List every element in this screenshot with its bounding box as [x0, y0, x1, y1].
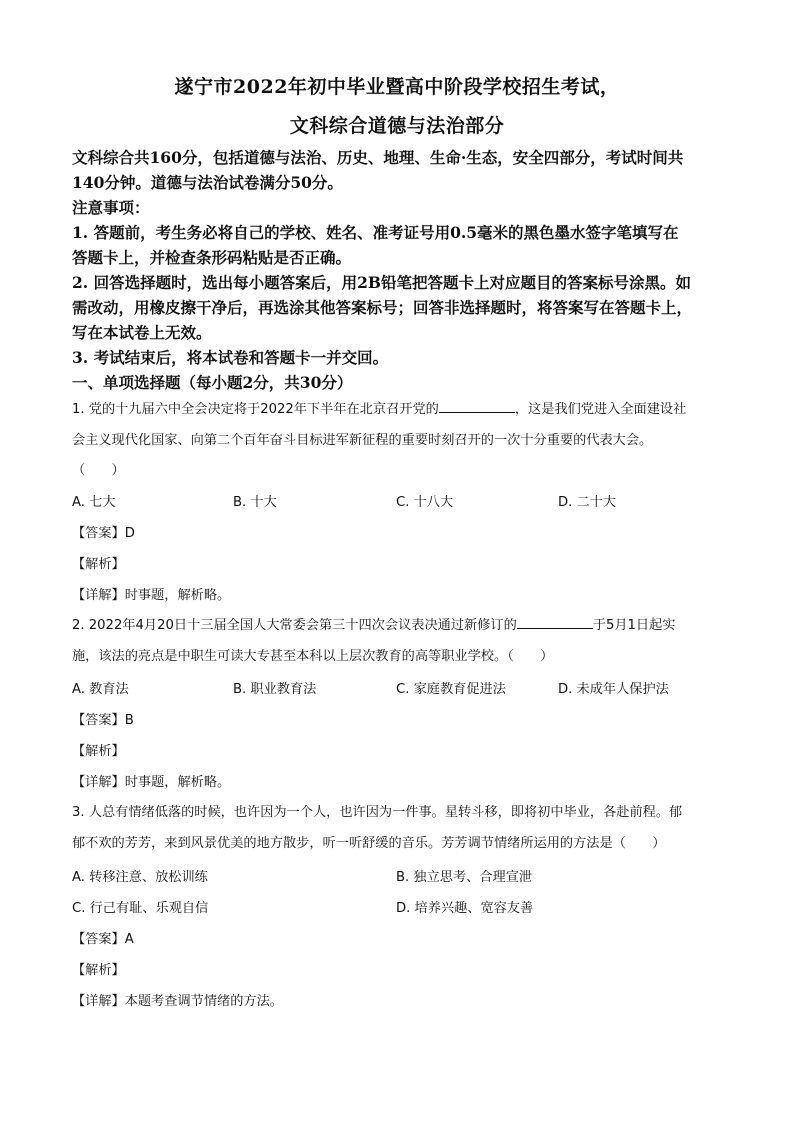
question-3-line: 郁不欢的芳芳，来到风景优美的地方散步，听一听舒缓的音乐。芳芳调节情绪所运用的方法是（ ） [72, 836, 666, 851]
question-text: ，这是我们党进入全面建设社 [514, 402, 687, 417]
exam-title: 遂宁市2022年初中毕业暨高中阶段学校招生考试， [174, 76, 620, 98]
notice-rule: 需改动，用橡皮擦干净后，再选涂其他答案标号；回答非选择题时，将答案写在答题卡上， [72, 298, 693, 317]
option-b: B. 职业教育法 [233, 682, 317, 697]
fill-blank [439, 398, 515, 413]
notice-rule: 2. 回答选择题时，选出每小题答案后，用2B铅笔把答题卡上对应题目的答案标号涂黑。如 [72, 273, 691, 292]
question-2-line: 施，该法的亮点是中职生可读大专甚至本科以上层次教育的高等职业学校。（ ） [72, 649, 554, 664]
section-heading: 一、单项选择题（每小题2分，共30分） [72, 373, 353, 392]
option-c: C. 家庭教育促进法 [396, 682, 506, 697]
intro-line: 140分钟。道德与法治试卷满分50分。 [72, 173, 343, 192]
detail-label: 【详解】本题考查调节情绪的方法。 [72, 994, 283, 1009]
option-a: A. 七大 [72, 495, 116, 510]
intro-line: 文科综合共160分，包括道德与法治、历史、地理、生命·生态，安全四部分，考试时间共 [72, 148, 684, 167]
question-2-line [72, 610, 722, 641]
answer-label: 【答案】B [72, 713, 134, 728]
question-text: 2. 2022年4月20日十三届全国人大常委会第三十四次会议表决通过新修订的 [72, 618, 517, 633]
answer-label: 【答案】D [72, 526, 135, 541]
analysis-label: 【解析】 [72, 963, 125, 978]
option-d: D. 培养兴趣、宽容友善 [396, 901, 534, 916]
option-b: B. 十大 [233, 495, 277, 510]
question-3-line: 3. 人总有情绪低落的时候，也许因为一个人，也许因为一件事。星转斗移，即将初中毕业，各赴前程。郁 [72, 805, 683, 820]
question-1-line [72, 394, 722, 425]
analysis-label: 【解析】 [72, 557, 125, 572]
option-c: C. 十八大 [396, 495, 454, 510]
notice-rule: 3. 考试结束后，将本试卷和答题卡一并交回。 [72, 348, 389, 367]
option-c: C. 行己有耻、乐观自信 [72, 901, 209, 916]
notice-rule: 答题卡上，并检查条形码粘贴是否正确。 [72, 248, 352, 267]
notice-label: 注意事项： [72, 198, 150, 217]
question-1-bracket: （ ） [72, 463, 125, 478]
detail-label: 【详解】时事题，解析略。 [72, 775, 231, 790]
option-b: B. 独立思考、合理宣泄 [396, 870, 533, 885]
analysis-label: 【解析】 [72, 744, 125, 759]
fill-blank [517, 614, 593, 629]
question-text: 于5月1日起实 [592, 618, 676, 633]
notice-rule: 1. 答题前，考生务必将自己的学校、姓名、准考证号用0.5毫米的黑色墨水签字笔填写在 [72, 223, 679, 242]
option-d: D. 二十大 [558, 495, 617, 510]
option-a: A. 转移注意、放松训练 [72, 870, 208, 885]
question-text: 1. 党的十九届六中全会决定将于2022年下半年在北京召开党的 [72, 402, 439, 417]
answer-label: 【答案】A [72, 932, 134, 947]
option-d: D. 未成年人保护法 [558, 682, 669, 697]
exam-subtitle: 文科综合道德与法治部分 [289, 115, 505, 137]
question-1-line: 会主义现代化国家、向第二个百年奋斗目标进军新征程的重要时刻召开的一次十分重要的代表大会。 [72, 433, 653, 448]
option-a: A. 教育法 [72, 682, 129, 697]
notice-rule: 写在本试卷上无效。 [72, 323, 212, 342]
detail-label: 【详解】时事题，解析略。 [72, 588, 231, 603]
